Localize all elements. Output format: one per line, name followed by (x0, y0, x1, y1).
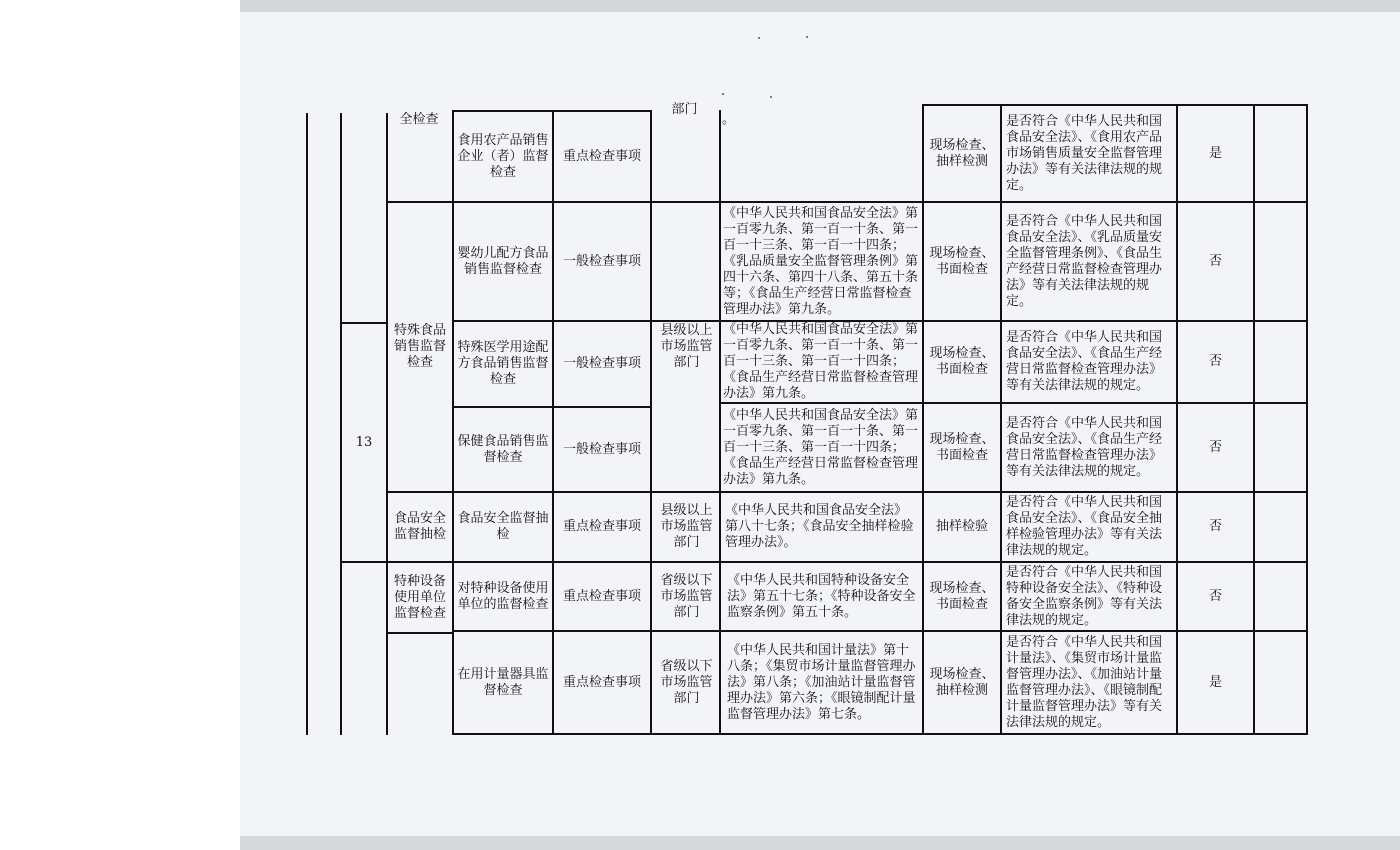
item-method: 抽样检验 (935, 519, 988, 534)
item-method: 现场检查、书面检查 (929, 580, 995, 612)
item-category: 重点检查事项 (562, 674, 641, 690)
column-rule (650, 110, 652, 735)
item-method: 现场检查、书面检查 (929, 431, 995, 463)
item-published: 否 (1208, 519, 1222, 534)
item-category: 一般检查事项 (562, 253, 641, 269)
item-name: 保健食品销售监督检查 (457, 433, 549, 465)
item-method: 现场检查、抽样检测 (929, 666, 995, 698)
item-group: 食品安全监督抽检 (393, 511, 446, 542)
item-basis: 《中华人民共和国食品安全法》第八十七条；《食品安全抽样检验管理办法》。 (725, 503, 914, 550)
item-category: 重点检查事项 (562, 588, 641, 604)
table-border-left (306, 113, 308, 735)
item-basis: 《中华人民共和国计量法》第十八条；《集贸市场计量监督管理办法》第八条；《加油站计量监督管理办法》第六条；《眼镜制配计量监督管理办法》第七条。 (727, 642, 916, 722)
row-rule (386, 632, 452, 634)
item-subject: 省级以下市场监管部门 (660, 572, 713, 620)
item-published: 是 (1208, 145, 1222, 161)
item-content: 是否符合《中华人民共和国食品安全法》、《食用农产品市场销售质量安全监督管理办法》等有关法律法规的规定。 (1006, 113, 1163, 193)
item-basis: 《中华人民共和国特种设备安全法》第五十七条；《特种设备安全监察条例》第五十条。 (727, 572, 916, 620)
item-name: 食用农产品销售企业（者）监督检查 (457, 132, 549, 180)
item-content: 是否符合《中华人民共和国食品安全法》、《食品安全抽样检验管理办法》等有关法律法规的规定。 (1006, 495, 1163, 558)
group-special-food: 特殊食品销售监督检查 (393, 323, 446, 370)
item-name: 特殊医学用途配方食品销售监督检查 (457, 340, 549, 387)
item-basis: 《中华人民共和国食品安全法》第一百零九条、第一百一十条、第一百一十三条、第一百一十四条；《食品生产经营日常监督检查管理办法》第九条。 (723, 322, 919, 401)
item-content: 是否符合《中华人民共和国特种设备安全法》、《特种设备安全监察条例》等有关法律法规的规定。 (1006, 564, 1163, 628)
item-category: 一般检查事项 (562, 441, 641, 457)
item-method: 现场检查、抽样检测 (929, 137, 995, 169)
item-content: 是否符合《中华人民共和国食品安全法》、《乳品质量安全监督管理条例》、《食品生产经营日常监督检查管理办法》等有关法律法规的规定。 (1006, 213, 1163, 309)
item-category: 重点检查事项 (562, 148, 641, 164)
subject-special-food: 县级以上市场监管部门 (660, 323, 713, 370)
item-basis: 《中华人民共和国食品安全法》第一百零九条、第一百一十条、第一百一十三条、第一百一十四条；《乳品质量安全监督管理条例》第四十六条、第四十八条、第五十条等；《食品生产经营日常监督检查管理办法》第九条。 (723, 205, 919, 317)
item-published: 否 (1208, 253, 1222, 269)
item-published: 否 (1208, 354, 1222, 369)
item-basis: 《中华人民共和国食品安全法》第一百零九条、第一百一十条、第一百一十三条、第一百一十四条；《食品生产经营日常监督检查管理办法》第九条。 (723, 407, 919, 487)
item-category: 一般检查事项 (562, 356, 641, 371)
item-subject: 县级以上市场监管部门 (660, 503, 713, 550)
table-border-right (1306, 104, 1308, 735)
item-name: 在用计量器具监督检查 (457, 666, 549, 698)
subject-fragment-top: 部门 (671, 102, 698, 117)
item-published: 否 (1208, 588, 1222, 604)
row-number: 13 (355, 434, 373, 450)
item-method: 现场检查、书面检查 (929, 245, 995, 277)
item-subject: 省级以下市场监管部门 (660, 658, 713, 706)
basis-fragment-top: 。 (722, 112, 736, 127)
item-published: 否 (1208, 439, 1222, 455)
group-fragment-top: 全检查 (399, 112, 439, 127)
item-content: 是否符合《中华人民共和国食品安全法》、《食品生产经营日常监督检查管理办法》等有关法律法规的规定。 (1006, 330, 1163, 393)
item-name: 食品安全监督抽检 (457, 511, 549, 542)
item-content: 是否符合《中华人民共和国计量法》、《集贸市场计量监督管理办法》、《加油站计量监督管理办法》、《眼镜制配计量监督管理办法》等有关法律法规的规定。 (1006, 634, 1163, 730)
item-group: 特种设备使用单位监督检查 (393, 573, 446, 621)
item-published: 是 (1208, 674, 1222, 690)
item-name: 对特种设备使用单位的监督检查 (457, 580, 549, 612)
item-content: 是否符合《中华人民共和国食品安全法》、《食品生产经营日常监督检查管理办法》等有关法律法规的规定。 (1006, 415, 1163, 479)
item-method: 现场检查、书面检查 (929, 346, 995, 377)
table-border-bottom (452, 733, 1308, 735)
item-name: 婴幼儿配方食品销售监督检查 (457, 245, 549, 277)
item-category: 重点检查事项 (562, 519, 641, 534)
